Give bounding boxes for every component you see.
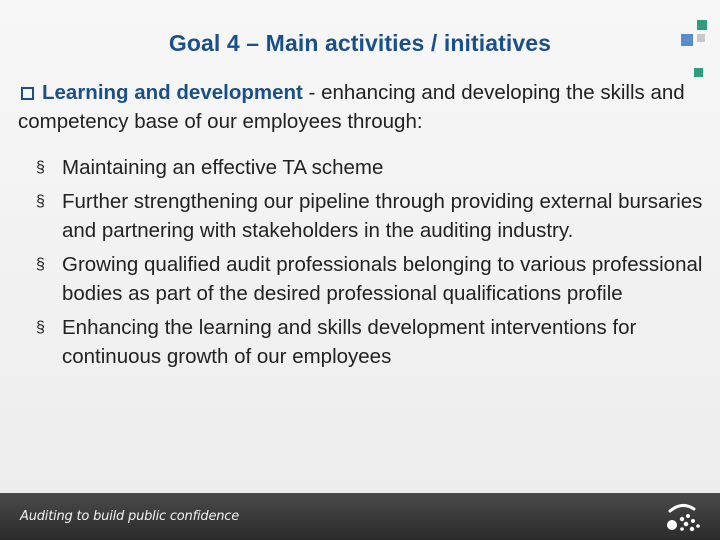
footer-bar [0, 493, 720, 540]
list-item-text: Maintaining an effective TA scheme [62, 156, 384, 179]
bullet-marker-icon: § [36, 159, 45, 176]
bullet-marker-icon: § [36, 256, 45, 273]
activity-list [36, 153, 708, 376]
slide-title: Goal 4 – Main activities / initiatives [168, 30, 552, 56]
agsa-logo-icon [662, 499, 702, 535]
list-item [36, 313, 708, 371]
list-item [36, 187, 708, 245]
list-item [36, 153, 708, 182]
list-item-text: Growing qualified audit professionals belonging to various professional bodies as part of the desired professional qualifications profile [62, 253, 703, 305]
decorative-square-teal-small [694, 68, 703, 77]
bullet-marker-icon: § [36, 319, 45, 336]
decorative-square-gray [697, 34, 705, 42]
checkbox-bullet-icon [21, 87, 34, 100]
decorative-square-teal [697, 20, 707, 30]
footer-tagline: Auditing to build public confidence [20, 509, 240, 524]
intro-paragraph [18, 78, 706, 136]
list-item-text: Further strengthening our pipeline through providing external bursaries and partnering with stakeholders in the auditing industry. [62, 190, 703, 242]
list-item-text: Enhancing the learning and skills development interventions for continuous growth of our employees [62, 316, 637, 368]
intro-text: - enhancing and developing the skills and competency base of our employees through: [18, 81, 685, 133]
decorative-square-blue [681, 34, 693, 46]
list-item [36, 250, 708, 308]
intro-heading: Learning and development [42, 81, 303, 104]
bullet-marker-icon: § [36, 193, 45, 210]
